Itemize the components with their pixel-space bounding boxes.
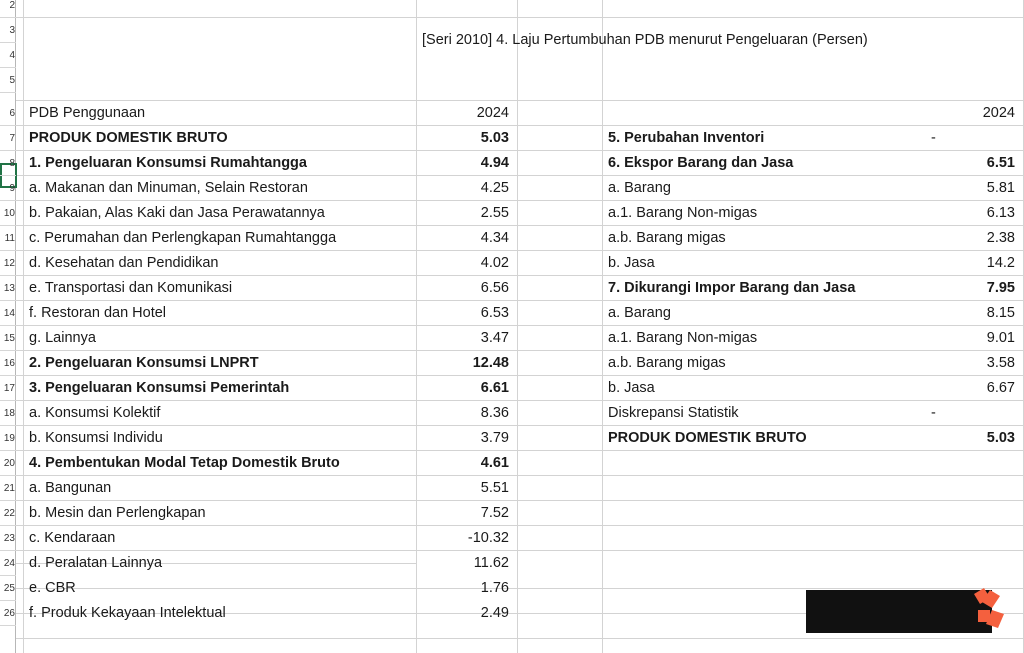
row-header[interactable]: 2 bbox=[0, 0, 16, 18]
table-row[interactable]: f. Restoran dan Hotel bbox=[29, 305, 167, 321]
table-cell-value[interactable]: 6.51 bbox=[986, 155, 1015, 171]
table-row[interactable]: e. Transportasi dan Komunikasi bbox=[29, 280, 233, 296]
table-cell-value[interactable]: 6.53 bbox=[480, 305, 509, 321]
row-header[interactable]: 15 bbox=[0, 326, 16, 351]
redacted-watermark bbox=[806, 590, 992, 633]
row-header[interactable]: 25 bbox=[0, 576, 16, 601]
table-cell-value[interactable]: 5.03 bbox=[986, 430, 1015, 446]
table-cell-value[interactable]: 4.25 bbox=[480, 180, 509, 196]
row-header[interactable]: 10 bbox=[0, 201, 16, 226]
row-header[interactable]: 21 bbox=[0, 476, 16, 501]
table-row[interactable]: 2. Pengeluaran Konsumsi LNPRT bbox=[29, 355, 259, 371]
row-header[interactable]: 24 bbox=[0, 551, 16, 576]
row-header[interactable]: 7 bbox=[0, 126, 16, 151]
table-row[interactable]: 3. Pengeluaran Konsumsi Pemerintah bbox=[29, 380, 290, 396]
table-row[interactable]: a. Bangunan bbox=[29, 480, 112, 496]
table-row[interactable]: d. Peralatan Lainnya bbox=[29, 555, 163, 571]
column-header-year-right: 2024 bbox=[982, 105, 1015, 121]
row-header[interactable]: 17 bbox=[0, 376, 16, 401]
gridline-v bbox=[517, 0, 518, 653]
table-cell-value[interactable]: 2.38 bbox=[986, 230, 1015, 246]
brand-logo-icon bbox=[968, 588, 1010, 636]
table-row[interactable]: 4. Pembentukan Modal Tetap Domestik Bruto bbox=[29, 455, 340, 471]
table-cell-value[interactable]: 2.55 bbox=[480, 205, 509, 221]
report-title: [Seri 2010] 4. Laju Pertumbuhan PDB menurut Pengeluaran (Persen) bbox=[422, 32, 868, 48]
table-cell-value[interactable]: 7.95 bbox=[986, 280, 1015, 296]
table-row[interactable]: b. Pakaian, Alas Kaki dan Jasa Perawatannya bbox=[29, 205, 325, 221]
table-row[interactable]: g. Lainnya bbox=[29, 330, 96, 346]
table-cell-value[interactable]: 9.01 bbox=[986, 330, 1015, 346]
table-row[interactable]: f. Produk Kekayaan Intelektual bbox=[29, 605, 226, 621]
table-cell-value[interactable]: 3.58 bbox=[986, 355, 1015, 371]
table-cell-value[interactable]: 8.36 bbox=[480, 405, 509, 421]
table-cell-value[interactable]: - bbox=[931, 405, 936, 421]
row-header[interactable]: 8 bbox=[0, 151, 16, 176]
row-header[interactable]: 6 bbox=[0, 101, 16, 126]
column-header-year-left: 2024 bbox=[476, 105, 509, 121]
table-cell-value[interactable]: 6.13 bbox=[986, 205, 1015, 221]
table-row[interactable]: 7. Dikurangi Impor Barang dan Jasa bbox=[608, 280, 856, 296]
table-cell-value[interactable]: 4.34 bbox=[480, 230, 509, 246]
table-row[interactable]: c. Kendaraan bbox=[29, 530, 116, 546]
row-header[interactable]: 11 bbox=[0, 226, 16, 251]
table-cell-value[interactable]: -10.32 bbox=[467, 530, 509, 546]
table-row[interactable]: b. Mesin dan Perlengkapan bbox=[29, 505, 206, 521]
table-row[interactable]: a.1. Barang Non-migas bbox=[608, 330, 758, 346]
table-cell-value[interactable]: - bbox=[931, 130, 936, 146]
table-cell-value[interactable]: 5.81 bbox=[986, 180, 1015, 196]
table-cell-value[interactable]: 5.03 bbox=[480, 130, 509, 146]
row-header[interactable]: 13 bbox=[0, 276, 16, 301]
table-row[interactable]: c. Perumahan dan Perlengkapan Rumahtangga bbox=[29, 230, 337, 246]
table-row[interactable]: b. Jasa bbox=[608, 380, 655, 396]
row-header[interactable]: 22 bbox=[0, 501, 16, 526]
table-cell-value[interactable]: 4.94 bbox=[480, 155, 509, 171]
table-row[interactable]: PRODUK DOMESTIK BRUTO bbox=[608, 430, 807, 446]
table-row[interactable]: a. Barang bbox=[608, 180, 671, 196]
table-cell-value[interactable]: 4.02 bbox=[480, 255, 509, 271]
gridline-h bbox=[16, 638, 1024, 639]
gridline-h bbox=[16, 17, 1024, 18]
table-row[interactable]: a. Makanan dan Minuman, Selain Restoran bbox=[29, 180, 308, 196]
column-header-label: PDB Penggunaan bbox=[29, 105, 146, 121]
table-row[interactable]: b. Konsumsi Individu bbox=[29, 430, 163, 446]
table-cell-value[interactable]: 5.51 bbox=[480, 480, 509, 496]
table-row[interactable]: a.b. Barang migas bbox=[608, 230, 726, 246]
table-row[interactable]: a.1. Barang Non-migas bbox=[608, 205, 758, 221]
table-row[interactable]: a.b. Barang migas bbox=[608, 355, 726, 371]
table-row[interactable]: a. Konsumsi Kolektif bbox=[29, 405, 161, 421]
row-header[interactable]: 12 bbox=[0, 251, 16, 276]
table-cell-value[interactable]: 12.48 bbox=[472, 355, 509, 371]
row-header[interactable]: 20 bbox=[0, 451, 16, 476]
table-cell-value[interactable]: 8.15 bbox=[986, 305, 1015, 321]
table-row[interactable]: d. Kesehatan dan Pendidikan bbox=[29, 255, 219, 271]
row-header[interactable]: 4 bbox=[0, 43, 16, 68]
table-cell-value[interactable]: 6.61 bbox=[480, 380, 509, 396]
table-row[interactable]: 6. Ekspor Barang dan Jasa bbox=[608, 155, 794, 171]
table-cell-value[interactable]: 3.47 bbox=[480, 330, 509, 346]
table-cell-value[interactable]: 7.52 bbox=[480, 505, 509, 521]
row-header[interactable]: 5 bbox=[0, 68, 16, 93]
table-row[interactable]: 5. Perubahan Inventori bbox=[608, 130, 765, 146]
row-header[interactable]: 18 bbox=[0, 401, 16, 426]
row-header[interactable]: 14 bbox=[0, 301, 16, 326]
row-header[interactable]: 26 bbox=[0, 601, 16, 626]
table-cell-value[interactable]: 4.61 bbox=[480, 455, 509, 471]
table-row[interactable]: e. CBR bbox=[29, 580, 76, 596]
row-header[interactable]: 9 bbox=[0, 176, 16, 201]
row-header[interactable]: 16 bbox=[0, 351, 16, 376]
table-cell-value[interactable]: 2.49 bbox=[480, 605, 509, 621]
table-cell-value[interactable]: 14.2 bbox=[986, 255, 1015, 271]
row-header[interactable]: 23 bbox=[0, 526, 16, 551]
table-row[interactable]: a. Barang bbox=[608, 305, 671, 321]
table-cell-value[interactable]: 11.62 bbox=[473, 555, 509, 571]
table-row[interactable]: 1. Pengeluaran Konsumsi Rumahtangga bbox=[29, 155, 307, 171]
row-header[interactable]: 19 bbox=[0, 426, 16, 451]
row-header[interactable]: 3 bbox=[0, 18, 16, 43]
table-cell-value[interactable]: 1.76 bbox=[480, 580, 509, 596]
table-row[interactable]: b. Jasa bbox=[608, 255, 655, 271]
table-cell-value[interactable]: 6.56 bbox=[480, 280, 509, 296]
table-cell-value[interactable]: 6.67 bbox=[986, 380, 1015, 396]
table-cell-value[interactable]: 3.79 bbox=[480, 430, 509, 446]
table-row[interactable]: PRODUK DOMESTIK BRUTO bbox=[29, 130, 228, 146]
table-row[interactable]: Diskrepansi Statistik bbox=[608, 405, 739, 421]
